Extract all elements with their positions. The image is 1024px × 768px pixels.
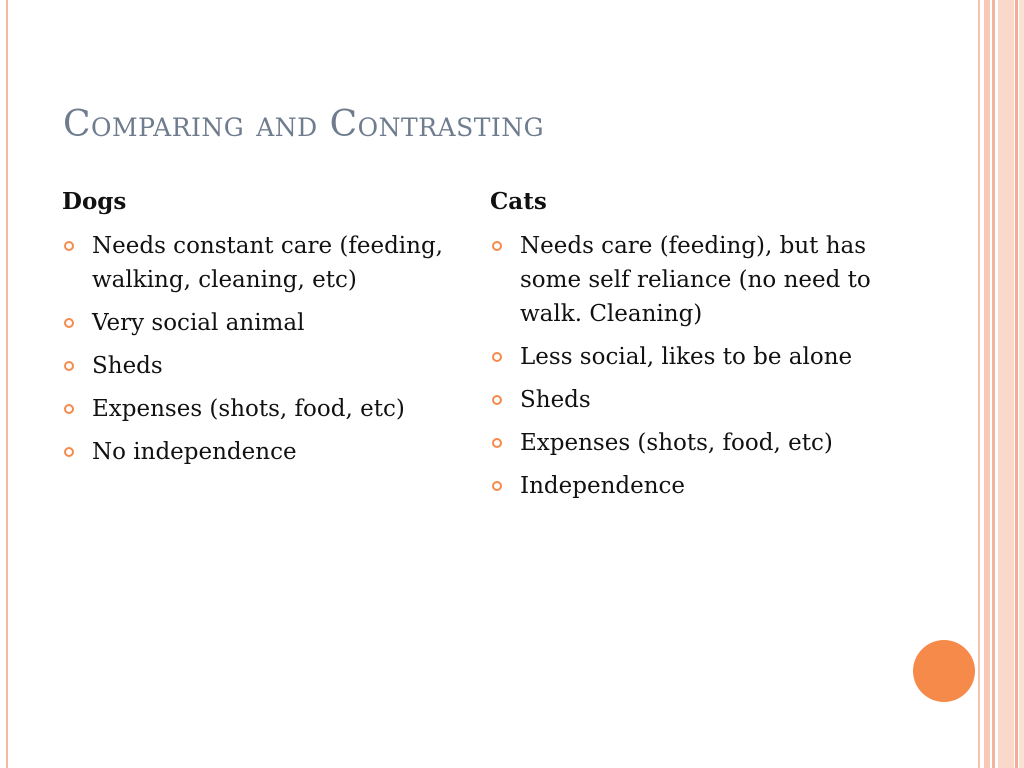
list-item-text: Sheds <box>92 353 163 379</box>
right-stripe <box>1015 0 1018 768</box>
dogs-column <box>62 186 462 478</box>
list-item-text: Expenses (shots, food, etc) <box>520 430 833 456</box>
left-border-line <box>6 0 8 768</box>
circle-bullet-icon <box>64 318 74 328</box>
list-item <box>62 349 462 383</box>
list-item <box>62 435 462 469</box>
list-item-text: Expenses (shots, food, etc) <box>92 396 405 422</box>
list-item-text: Independence <box>520 473 686 499</box>
circle-bullet-icon <box>492 395 502 405</box>
list-item-text: Very social animal <box>92 310 305 336</box>
right-stripe <box>984 0 990 768</box>
circle-bullet-icon <box>64 404 74 414</box>
circle-bullet-icon <box>492 481 502 491</box>
list-item <box>490 426 890 460</box>
circle-bullet-icon <box>492 241 502 251</box>
list-item <box>490 229 890 331</box>
orange-circle-icon <box>913 640 975 702</box>
list-item <box>490 340 890 374</box>
circle-bullet-icon <box>492 438 502 448</box>
dogs-heading: Dogs <box>62 188 127 215</box>
cats-heading: Cats <box>490 188 547 215</box>
circle-bullet-icon <box>64 361 74 371</box>
right-stripe <box>978 0 980 768</box>
list-item <box>62 306 462 340</box>
right-stripe <box>992 0 995 768</box>
list-item-text: Needs constant care (feeding, walking, cleaning, etc) <box>92 233 443 293</box>
circle-bullet-icon <box>64 447 74 457</box>
cats-column <box>490 186 890 512</box>
circle-bullet-icon <box>64 241 74 251</box>
list-item <box>62 392 462 426</box>
list-item <box>62 229 462 297</box>
right-stripe <box>998 0 1014 768</box>
list-item <box>490 383 890 417</box>
circle-bullet-icon <box>492 352 502 362</box>
cats-bullet-list <box>490 229 890 503</box>
right-stripe <box>1019 0 1024 768</box>
slide-title: Comparing and Contrasting <box>63 104 545 145</box>
dogs-bullet-list <box>62 229 462 469</box>
list-item-text: Needs care (feeding), but has some self reliance (no need to walk. Cleaning) <box>520 233 871 327</box>
list-item-text: No independence <box>92 439 297 465</box>
list-item <box>490 469 890 503</box>
list-item-text: Less social, likes to be alone <box>520 344 853 370</box>
list-item-text: Sheds <box>520 387 591 413</box>
